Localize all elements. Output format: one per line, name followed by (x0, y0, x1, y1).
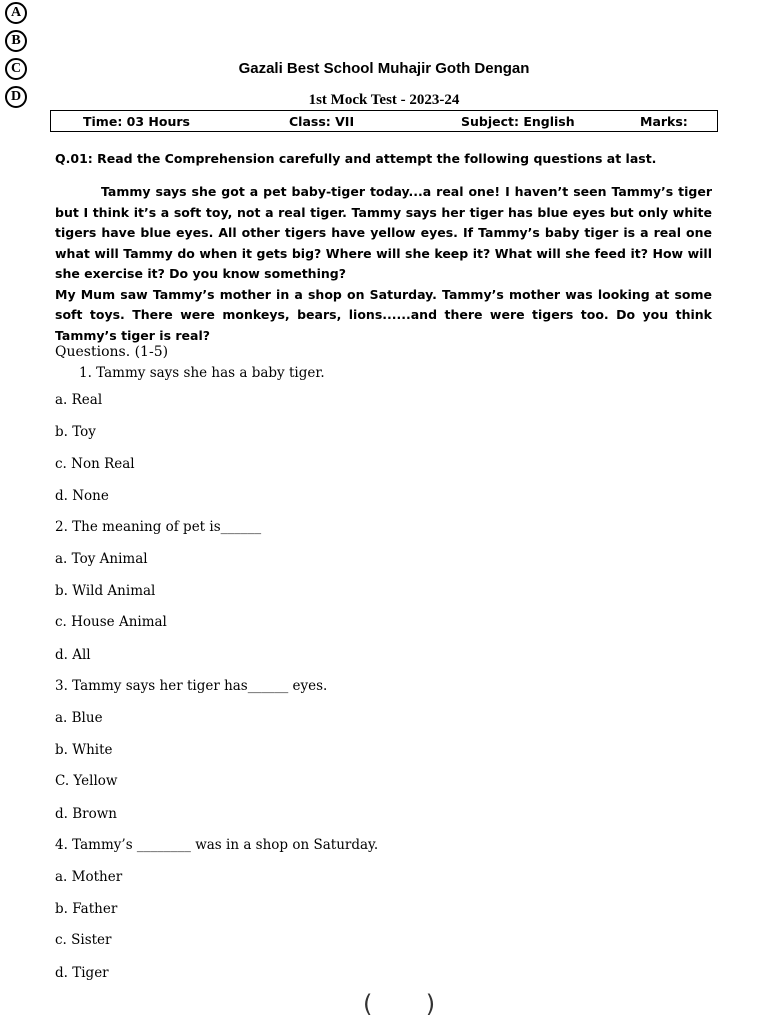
q3-option-b[interactable]: b. White (55, 742, 113, 758)
version-b-bubble[interactable]: B (5, 30, 27, 52)
q4-option-c[interactable]: c. Sister (55, 932, 112, 948)
version-a-bubble[interactable]: A (5, 2, 27, 24)
time-info: Time: 03 Hours (83, 114, 190, 129)
passage-paragraph-2: My Mum saw Tammy’s mother in a shop on Saturday. Tammy’s mother was looking at some soft toys. There were monkeys, bears, lions......and there were tigers too. Do you think Tammy’s tiger is real? (55, 286, 712, 343)
q3-option-c[interactable]: C. Yellow (55, 773, 118, 789)
passage-paragraph-1: Tammy says she got a pet baby-tiger today...a real one! I haven’t seen Tammy’s tiger but I think it’s a soft toy, not a real tiger. Tammy says her tiger has blue eyes but only white tigers have blue eyes. All other tigers have yellow eyes. If Tammy’s baby tiger is a real one what will Tammy do when it gets big? Where will she keep it? What will she feed it? How will she exercise it? Do you know something? (55, 184, 712, 281)
question-2: 2. The meaning of pet is______ (55, 519, 262, 535)
question-3: 3. Tammy says her tiger has______ eyes. (55, 678, 328, 694)
q1-option-c[interactable]: c. Non Real (55, 456, 135, 472)
exam-info-box (50, 110, 718, 132)
class-info: Class: VII (289, 114, 355, 129)
marks-info: Marks: (640, 114, 688, 129)
question-1: 1. Tammy says she has a baby tiger. (79, 365, 325, 381)
comprehension-passage (55, 182, 712, 346)
q2-option-c[interactable]: c. House Animal (55, 614, 167, 630)
subject-info: Subject: English (461, 114, 575, 129)
q3-option-a[interactable]: a. Blue (55, 710, 103, 726)
q2-option-a[interactable]: a. Toy Animal (55, 551, 148, 567)
version-d-bubble[interactable]: D (5, 86, 27, 108)
q4-option-d[interactable]: d. Tiger (55, 965, 109, 981)
q4-option-b[interactable]: b. Father (55, 901, 118, 917)
q3-option-d[interactable]: d. Brown (55, 806, 117, 822)
exam-title: 1st Mock Test - 2023-24 (308, 92, 460, 108)
q2-option-b[interactable]: b. Wild Animal (55, 583, 156, 599)
q4-option-a[interactable]: a. Mother (55, 869, 123, 885)
q1-option-a[interactable]: a. Real (55, 392, 103, 408)
questions-label: Questions. (1-5) (55, 344, 169, 360)
page-number-bracket: ( ) (363, 990, 436, 1018)
q2-option-d[interactable]: d. All (55, 647, 91, 663)
school-name: Gazali Best School Muhajir Goth Dengan (238, 60, 530, 77)
q1-option-d[interactable]: d. None (55, 488, 109, 504)
q1-option-b[interactable]: b. Toy (55, 424, 96, 440)
version-c-bubble[interactable]: C (5, 58, 27, 80)
question-heading: Q.01: Read the Comprehension carefully and attempt the following questions at last. (55, 151, 657, 166)
question-4: 4. Tammy’s ________ was in a shop on Saturday. (55, 837, 379, 853)
